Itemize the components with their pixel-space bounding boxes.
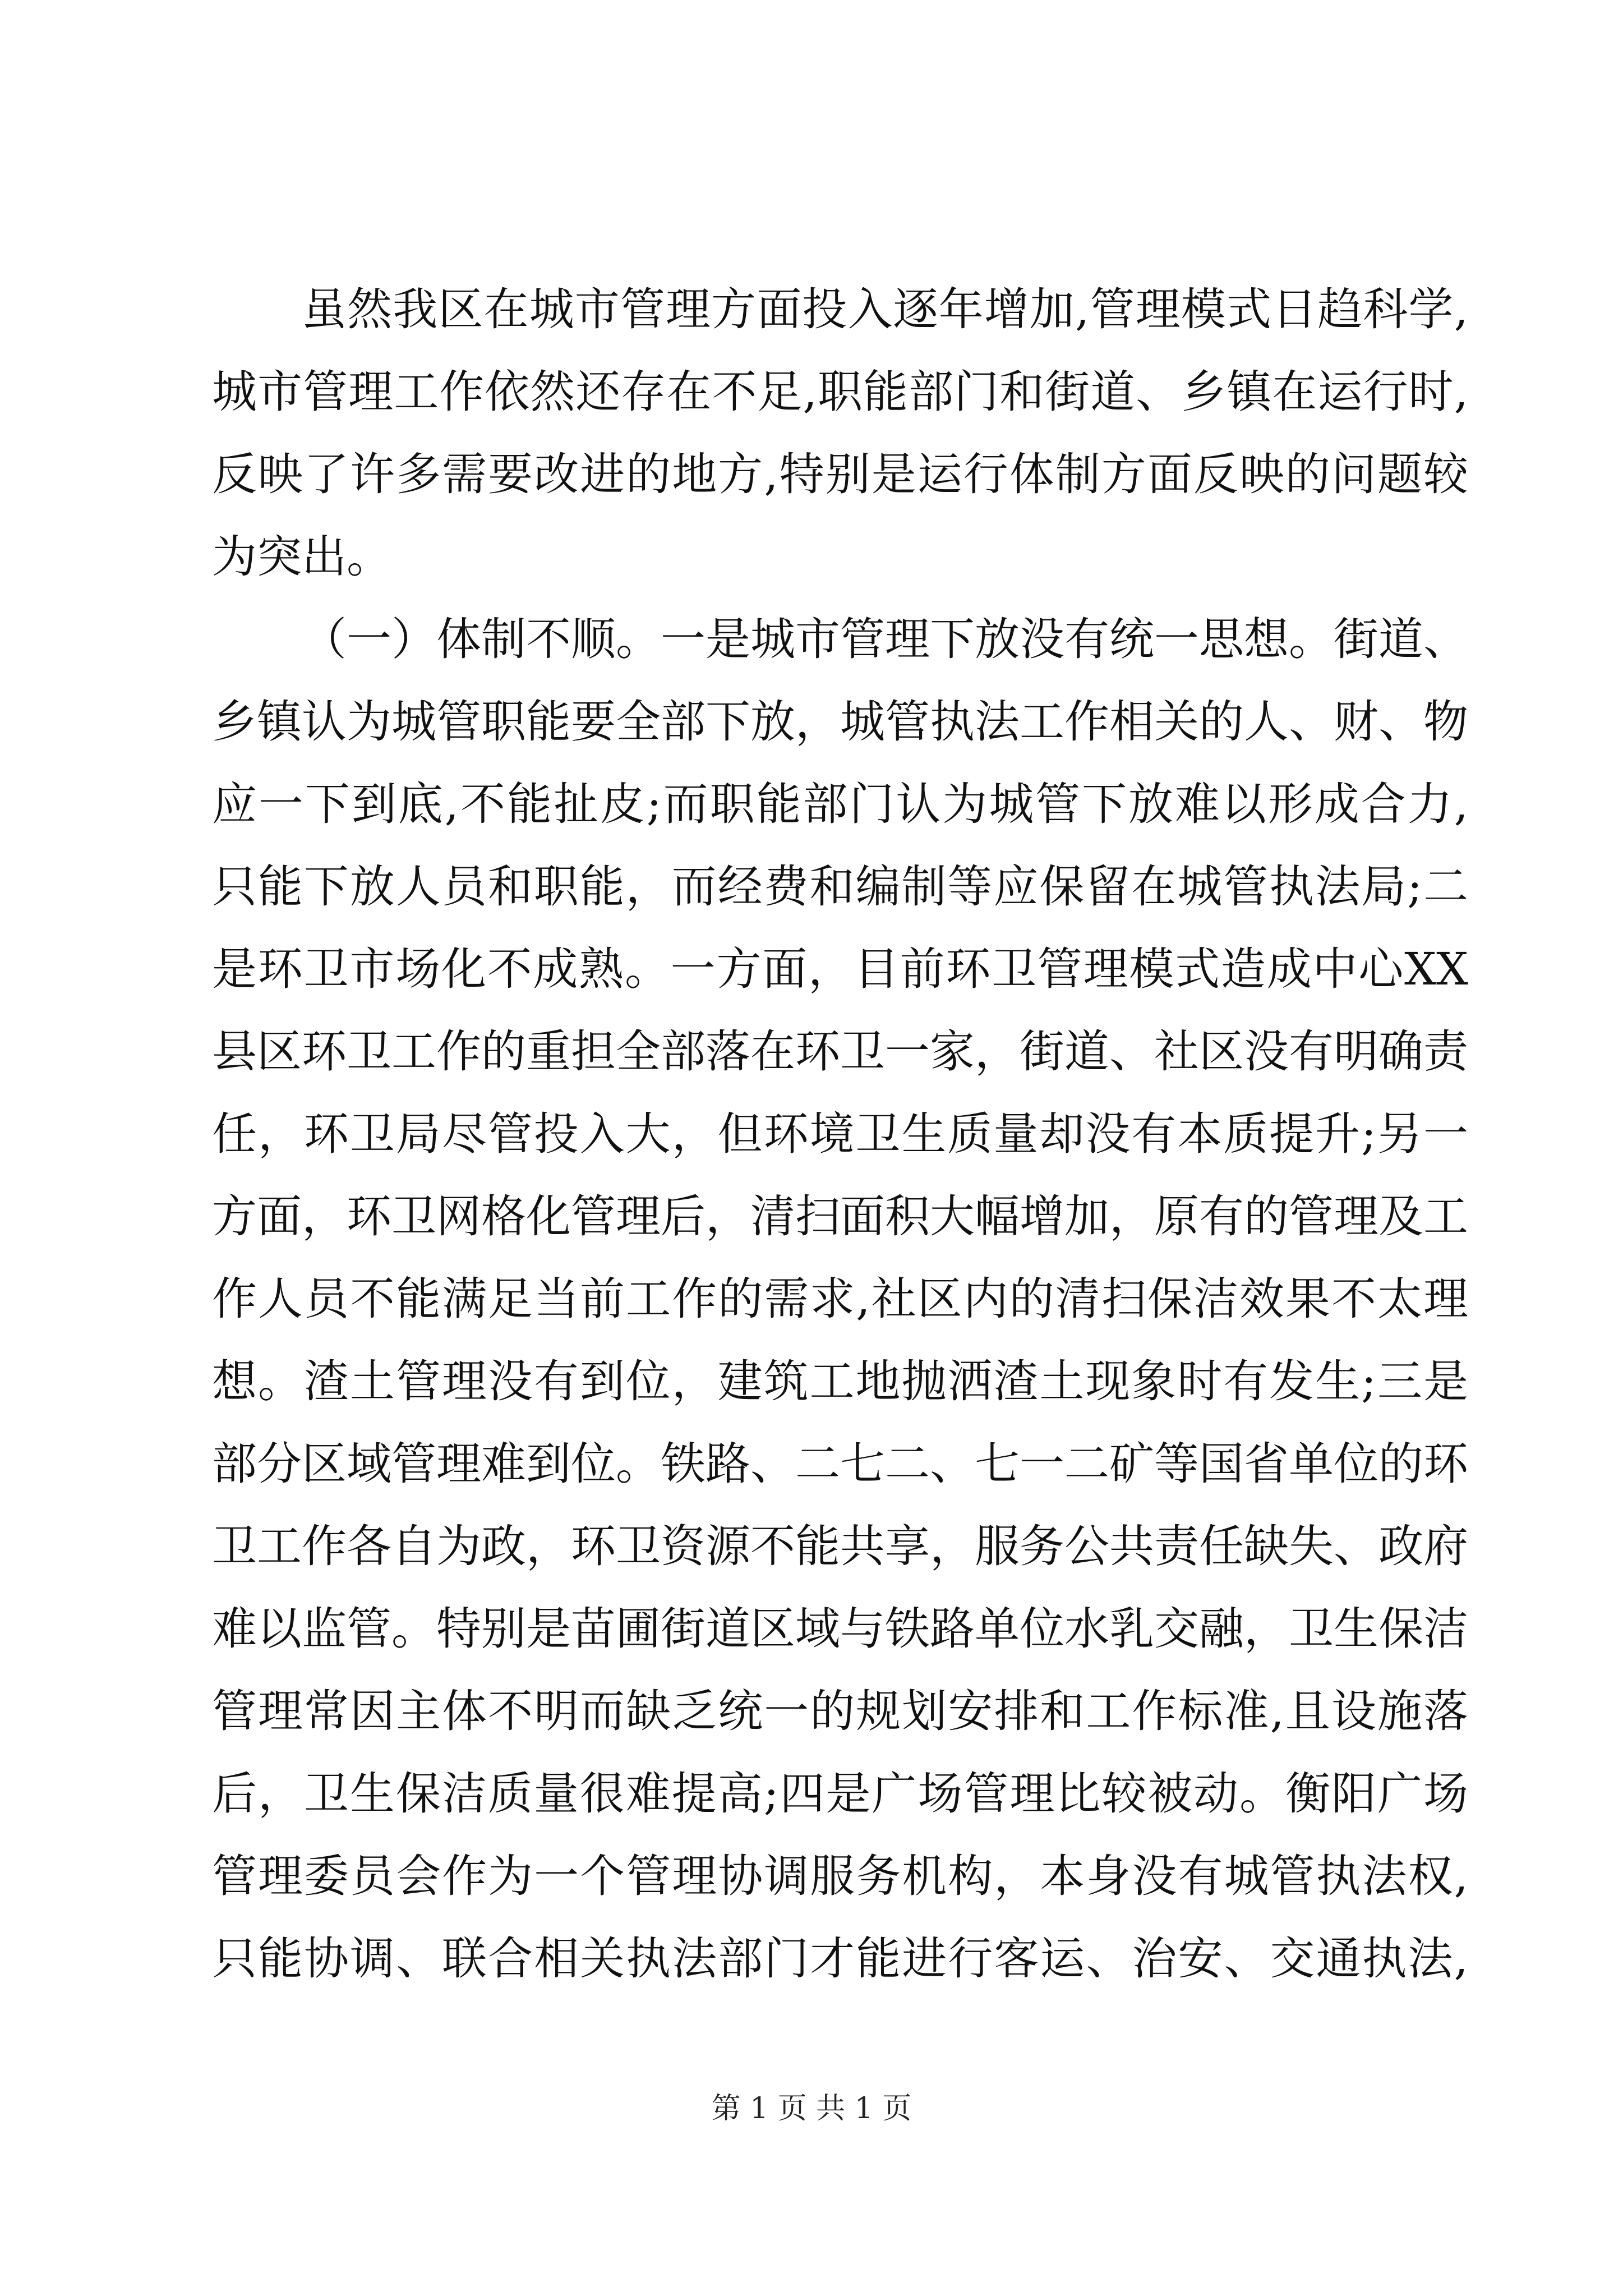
text-line: 管理常因主体不明而缺乏统一的规划安排和工作标准,且设施落 [212, 1685, 1468, 1737]
text-line: 反映了许多需要改进的地方,特别是运行体制方面反映的问题较 [212, 448, 1468, 500]
text-line: 部分区域管理难到位。铁路、二七二、七一二矿等国省单位的环 [212, 1438, 1468, 1490]
text-line: 卫工作各自为政，环卫资源不能共享，服务公共责任缺失、政府 [212, 1520, 1468, 1572]
page-number: 第 1 页 共 1 页 [711, 2092, 912, 2125]
text-line: 管理委员会作为一个管理协调服务机构，本身没有城管执法权, [212, 1850, 1468, 1902]
text-line: 任，环卫局尽管投入大，但环境卫生质量却没有本质提升;另一 [212, 1108, 1468, 1160]
text-line: 是环卫市场化不成熟。一方面，目前环卫管理模式造成中心XX [212, 943, 1468, 995]
text-line: 城市管理工作依然还存在不足,职能部门和街道、乡镇在运行时, [212, 366, 1468, 418]
text-line: 后，卫生保洁质量很难提高;四是广场管理比较被动。衡阳广场 [212, 1768, 1468, 1820]
text-line: 作人员不能满足当前工作的需求,社区内的清扫保洁效果不太理 [212, 1273, 1468, 1325]
page-footer [0, 2089, 1623, 2128]
text-line: （一）体制不顺。一是城市管理下放没有统一思想。街道、 [302, 613, 1468, 665]
paragraph-2 [212, 598, 1468, 2000]
text-line: 应一下到底,不能扯皮;而职能部门认为城管下放难以形成合力, [212, 778, 1468, 830]
paragraph-1 [212, 268, 1468, 598]
text-line: 难以监管。特别是苗圃街道区域与铁路单位水乳交融，卫生保洁 [212, 1603, 1468, 1655]
text-line: 为突出。 [212, 531, 391, 583]
body-text [212, 268, 1468, 2000]
text-line: 乡镇认为城管职能要全部下放，城管执法工作相关的人、财、物 [212, 696, 1468, 748]
text-line: 只能下放人员和职能，而经费和编制等应保留在城管执法局;二 [212, 861, 1468, 913]
text-line: 方面，环卫网格化管理后，清扫面积大幅增加，原有的管理及工 [212, 1190, 1468, 1243]
text-line: 虽然我区在城市管理方面投入逐年增加,管理模式日趋科学, [302, 283, 1468, 335]
text-line: 想。渣土管理没有到位，建筑工地抛洒渣土现象时有发生;三是 [212, 1355, 1468, 1407]
text-line: 县区环卫工作的重担全部落在环卫一家，街道、社区没有明确责 [212, 1025, 1468, 1078]
text-line: 只能协调、联合相关执法部门才能进行客运、治安、交通执法, [212, 1932, 1468, 1985]
